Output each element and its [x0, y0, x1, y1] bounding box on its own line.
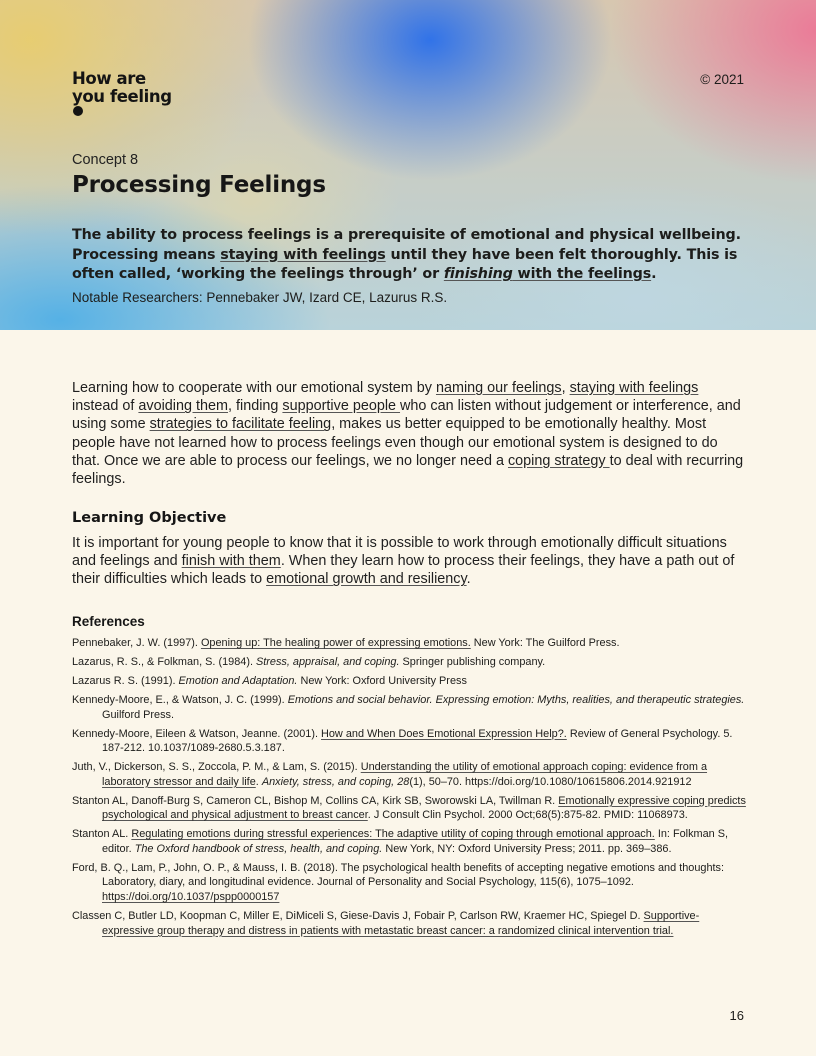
learning-objective-paragraph	[72, 534, 748, 589]
link-finishing[interactable]	[444, 266, 651, 282]
reference-link[interactable]: How and When Does Emotional Expression Help?.	[321, 727, 567, 740]
reference-text: New York: Oxford University Press	[297, 674, 467, 687]
reference-text: Juth, V., Dickerson, S. S., Zoccola, P. M., & Lam, S. (2015).	[72, 761, 361, 774]
link-staying-with-feelings[interactable]: staying with feelings	[569, 380, 699, 396]
intro-text: instead of	[72, 398, 139, 415]
reference-text: Classen C, Butler LD, Koopman C, Miller E, DiMiceli S, Giese-Davis J, Fobair P, Carlson RW, Kraemer HC, Spiegel D.	[72, 910, 644, 923]
reference-title: The Oxford handbook of stress, health, and coping.	[134, 842, 383, 855]
reference-text: Stanton AL.	[72, 828, 132, 841]
intro-text: ,	[561, 380, 570, 396]
reference-text: Kennedy-Moore, E., & Watson, J. C. (1999).	[72, 693, 288, 706]
objective-text: . When they learn how to process their feelings, they have a path out of their difficulties which leads to	[72, 553, 735, 588]
references-heading: References	[72, 614, 145, 629]
link-naming-our-feelings[interactable]: naming our feelings	[435, 380, 562, 396]
reference-text: Kennedy-Moore, Eileen & Watson, Jeanne. (2001).	[72, 727, 322, 740]
intro-text: to deal with recurring feelings.	[72, 452, 744, 488]
reference-title: Emotions and social behavior. Expressing emotion: Myths, realities, and therapeutic strategies.	[287, 693, 745, 706]
reference-text: . J Consult Clin Psychol. 2000 Oct;68(5):875-82. PMID: 11068973.	[367, 809, 688, 822]
logo-line-2	[72, 88, 172, 116]
objective-text: It is important for young people to know that it is possible to work through emotionally difficult situations and feelings and	[72, 535, 727, 570]
header-gradient-banner	[0, 0, 816, 330]
copyright-notice: © 2021	[700, 72, 744, 87]
lead-text-2: until they have been felt thoroughly. This is often called, ‘working the feelings through’ or	[72, 246, 738, 282]
reference-item	[72, 655, 750, 670]
reference-text: (1), 50–70. https://doi.org/10.1080/10615806.2014.921912	[409, 775, 692, 788]
reference-title: Stress, appraisal, and coping.	[256, 655, 400, 668]
intro-text: who can listen without judgement or interference, and using some	[72, 398, 741, 433]
logo-line-1: How are	[72, 69, 146, 88]
reference-link[interactable]: Regulating emotions during stressful experiences: The adaptive utility of coping through emotional approach.	[131, 828, 655, 841]
reference-item	[72, 674, 750, 689]
intro-text: , makes us better equipped to be emotionally healthy. Most people have not learned how to process feelings even though our emotional system is designed to do that. Once we are able to process our feelings, we no longer need a	[72, 416, 718, 469]
reference-text: Guilford Press.	[102, 708, 175, 721]
reference-text: In: Folkman S, editor.	[102, 828, 729, 855]
reference-item	[72, 861, 750, 905]
link-finishing-rest: with the feelings	[512, 266, 652, 282]
link-emotional-growth-and-resiliency[interactable]: emotional growth and resiliency	[266, 571, 467, 588]
lead-text-1: The ability to process feelings is a prerequisite of emotional and physical wellbeing. Processing means	[72, 227, 741, 263]
reference-item	[72, 727, 750, 756]
page-number: 16	[729, 1008, 744, 1023]
link-staying-with-feelings[interactable]: staying with feelings	[220, 246, 386, 263]
speech-bubble-icon	[73, 106, 83, 116]
link-avoiding-them[interactable]: avoiding them	[138, 398, 229, 415]
reference-text: Stanton AL, Danoff-Burg S, Cameron CL, Bishop M, Collins CA, Kirk SB, Sworowski LA, Twillman R.	[72, 794, 559, 807]
lead-paragraph	[72, 226, 752, 285]
reference-title: Emotion and Adaptation.	[178, 674, 298, 687]
reference-item	[72, 909, 750, 938]
reference-item	[72, 760, 750, 789]
brand-logo	[72, 70, 172, 116]
reference-text: Lazarus, R. S., & Folkman, S. (1984).	[72, 655, 257, 668]
logo-line-2-text: you feeling	[72, 87, 172, 106]
reference-text: Ford, B. Q., Lam, P., John, O. P., & Mauss, I. B. (2018). The psychological health benefits of accepting negative emotions and thoughts: Laboratory, diary, and longitudinal evidence. Journal of Personality and Social Psychology, 115(6), 1075–1092.	[72, 861, 724, 889]
page-title: Processing Feelings	[72, 172, 326, 198]
link-finishing-label: finishing	[443, 266, 513, 282]
reference-text: New York, NY: Oxford University Press; 2011. pp. 369–386.	[382, 842, 672, 855]
reference-title: Anxiety, stress, and coping, 28	[261, 775, 410, 788]
intro-text: Learning how to cooperate with our emotional system by	[72, 380, 436, 396]
reference-text: Lazarus R. S. (1991).	[72, 674, 179, 687]
references-list	[72, 636, 750, 943]
reference-link[interactable]: Emotionally expressive coping predicts psychological and physical adjustment to breast cancer	[102, 794, 746, 822]
reference-item	[72, 636, 750, 651]
link-coping-strategy[interactable]: coping strategy	[507, 452, 610, 469]
link-finish-with-them[interactable]: finish with them	[181, 553, 281, 570]
reference-link[interactable]: Understanding the utility of emotional approach coping: evidence from a laboratory stressor and daily life	[102, 761, 708, 788]
lead-text-3: .	[651, 266, 657, 282]
reference-item	[72, 794, 750, 823]
reference-item	[72, 693, 750, 722]
reference-text: Springer publishing company.	[399, 655, 546, 668]
reference-link[interactable]: Opening up: The healing power of expressing emotions.	[200, 637, 471, 649]
concept-label: Concept 8	[72, 152, 139, 168]
intro-text: , finding	[228, 398, 283, 415]
reference-text: Review of General Psychology. 5. 187-212. 10.1037/1089-2680.5.3.187.	[102, 727, 733, 755]
notable-researchers: Notable Researchers: Pennebaker JW, Izard CE, Lazurus R.S.	[72, 290, 448, 305]
link-strategies-to-facilitate-feeling[interactable]: strategies to facilitate feeling	[149, 416, 332, 433]
reference-text: .	[255, 775, 262, 788]
intro-paragraph	[72, 379, 748, 488]
reference-item	[72, 827, 750, 856]
link-supportive-people[interactable]: supportive people	[282, 398, 401, 415]
reference-link[interactable]: Supportive-expressive group therapy and distress in patients with metastatic breast cancer: a randomized clinical intervention trial.	[102, 910, 700, 937]
reference-text: New York: The Guilford Press.	[470, 637, 620, 649]
learning-objective-heading: Learning Objective	[72, 510, 227, 526]
reference-link[interactable]: https://doi.org/10.1037/pspp0000157	[102, 891, 280, 904]
objective-text: .	[466, 571, 471, 588]
reference-text: Pennebaker, J. W. (1997).	[72, 637, 201, 649]
